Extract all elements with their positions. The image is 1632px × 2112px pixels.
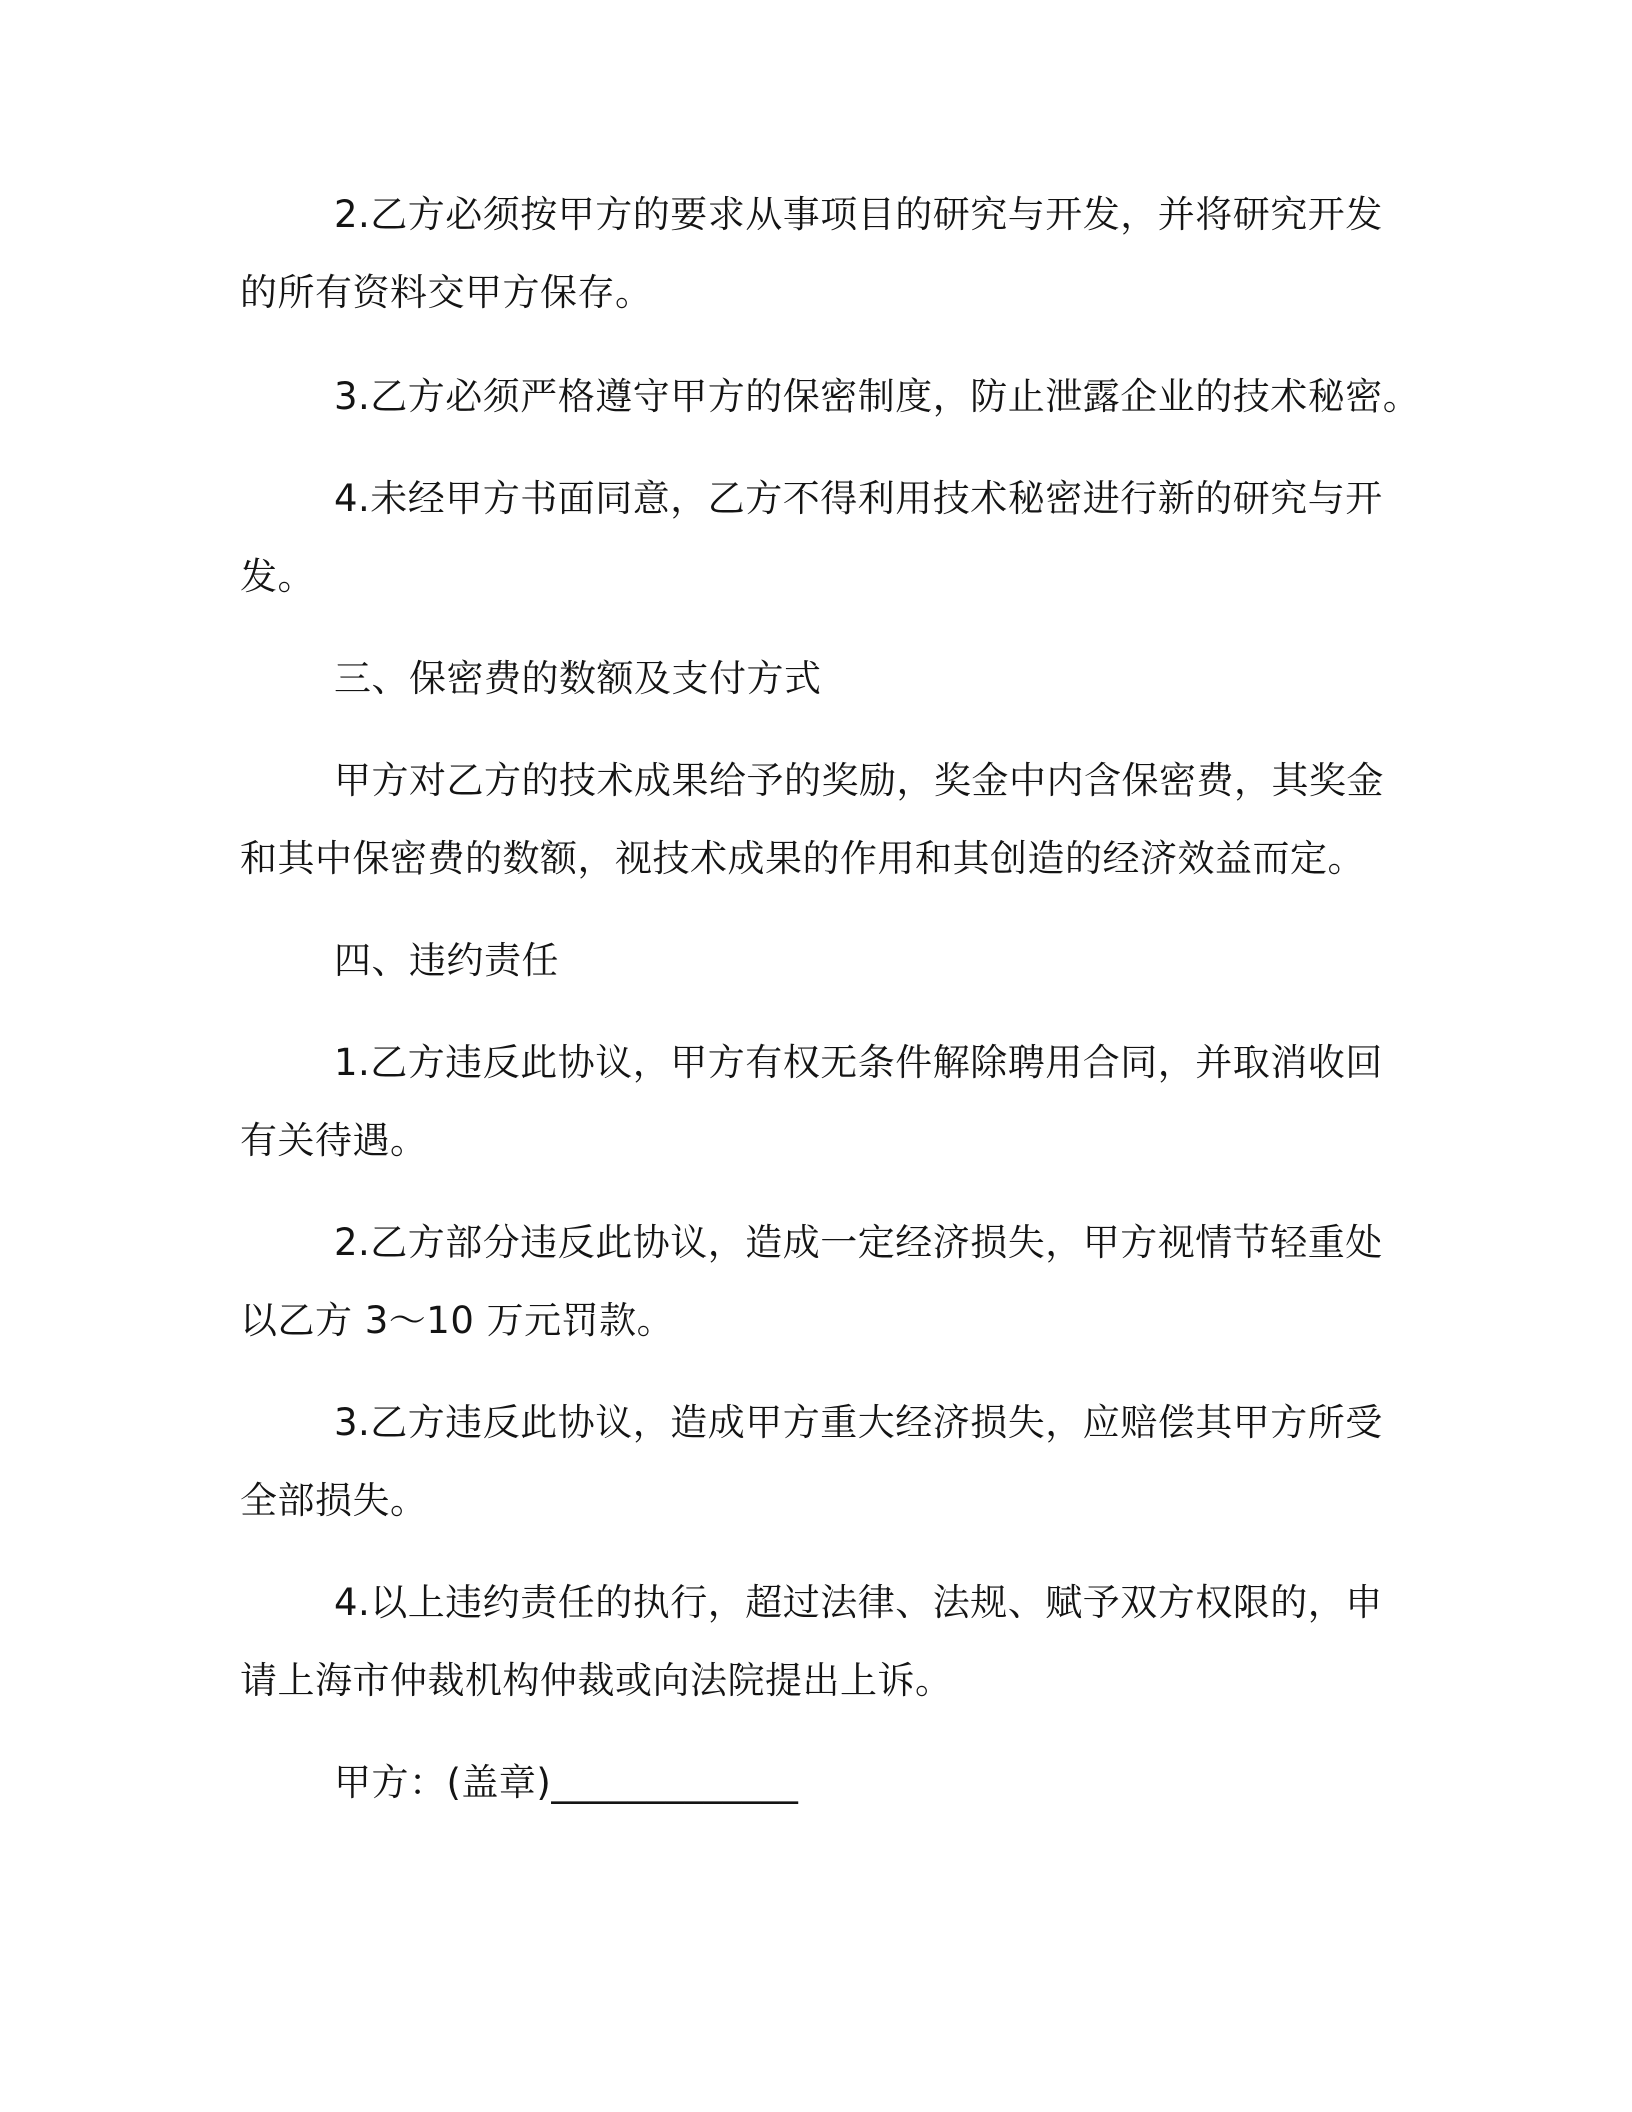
paragraph-line: 发。	[240, 555, 315, 598]
section-heading: 三、保密费的数额及支付方式	[334, 657, 822, 700]
paragraph-line: 4.以上违约责任的执行，超过法律、法规、赋予双方权限的，申	[334, 1581, 1383, 1624]
paragraph-line: 请上海市仲裁机构仲裁或向法院提出上诉。	[240, 1659, 953, 1702]
paragraph-line: 的所有资料交甲方保存。	[240, 271, 653, 314]
paragraph-line: 和其中保密费的数额，视技术成果的作用和其创造的经济效益而定。	[240, 837, 1365, 880]
paragraph-line: 1.乙方违反此协议，甲方有权无条件解除聘用合同，并取消收回	[334, 1041, 1383, 1084]
paragraph-line: 以乙方 3～10 万元罚款。	[240, 1299, 675, 1342]
paragraph-line: 2.乙方部分违反此协议，造成一定经济损失，甲方视情节轻重处	[334, 1221, 1383, 1264]
signature-line: 甲方：(盖章)_____________	[334, 1761, 799, 1804]
paragraph-line: 2.乙方必须按甲方的要求从事项目的研究与开发，并将研究开发	[334, 193, 1383, 236]
paragraph-line: 全部损失。	[240, 1479, 428, 1522]
paragraph-line: 3.乙方违反此协议，造成甲方重大经济损失，应赔偿其甲方所受	[334, 1401, 1383, 1444]
paragraph-line: 甲方对乙方的技术成果给予的奖励，奖金中内含保密费，其奖金	[334, 759, 1384, 802]
paragraph-line: 有关待遇。	[240, 1119, 428, 1162]
paragraph-line: 4.未经甲方书面同意，乙方不得利用技术秘密进行新的研究与开	[334, 477, 1383, 520]
paragraph-line: 3.乙方必须严格遵守甲方的保密制度，防止泄露企业的技术秘密。	[334, 375, 1421, 418]
section-heading: 四、违约责任	[334, 939, 559, 982]
